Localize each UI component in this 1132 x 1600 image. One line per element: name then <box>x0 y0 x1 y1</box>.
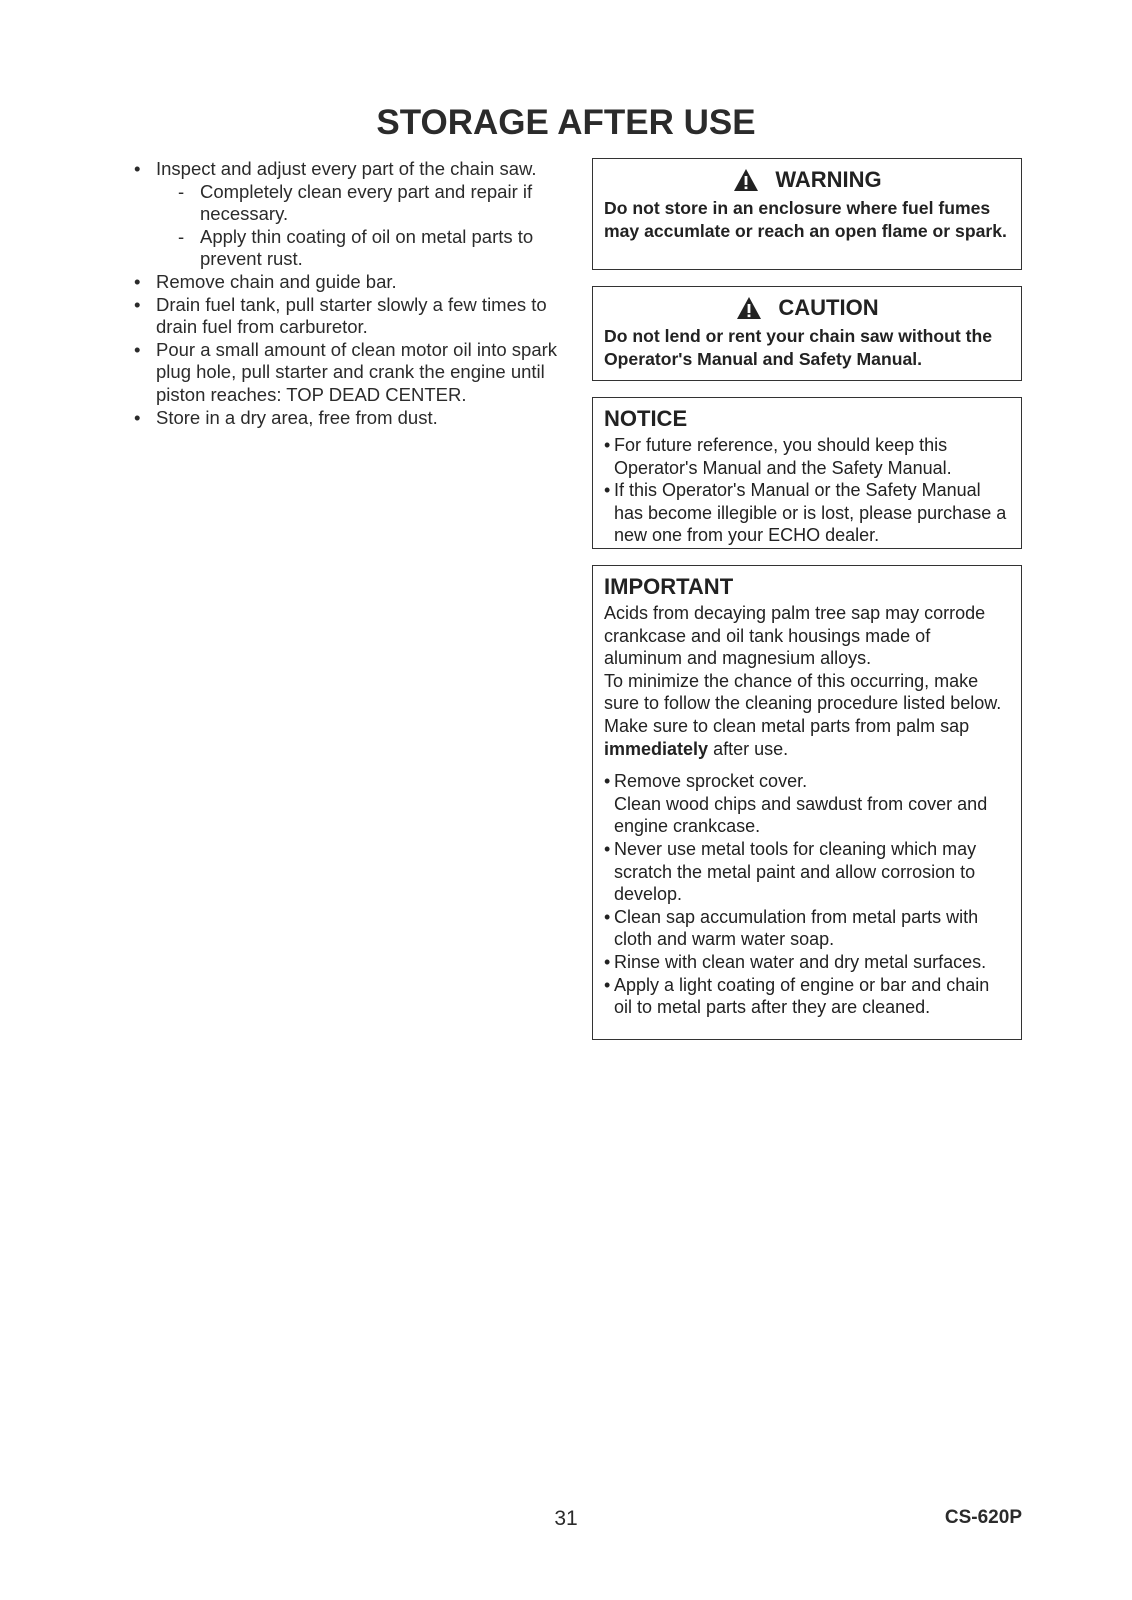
warning-text: Do not store in an enclosure where fuel fumes may accumlate or reach an open flame or spark. <box>604 198 1007 241</box>
page-title: STORAGE AFTER USE <box>376 103 756 142</box>
important-paragraph: To minimize the chance of this occurring, make sure to follow the cleaning procedure listed below. <box>604 670 1002 714</box>
caution-box <box>592 286 1022 381</box>
warning-triangle-icon <box>733 168 759 192</box>
warning-heading <box>604 165 1011 195</box>
important-paragraph: Acids from decaying palm tree sap may corrode crankcase and oil tank housings made of aluminum and magnesium alloys. <box>604 603 986 669</box>
storage-steps-list <box>134 158 574 429</box>
notice-heading: NOTICE <box>604 406 688 431</box>
caution-heading <box>604 293 1011 323</box>
model-number: CS-620P <box>944 1507 1022 1528</box>
sub-list-item: - Completely clean every part and repair if necessary. <box>156 181 574 226</box>
important-heading: IMPORTANT <box>604 574 734 599</box>
important-box <box>592 565 1022 1040</box>
notice-item: • If this Operator's Manual or the Safety Manual has become illegible or is lost, please purchase a new one from your ECHO dealer. <box>604 479 1011 547</box>
important-paragraph <box>604 715 1011 760</box>
cleaning-step-continuation: Clean wood chips and sawdust from cover and engine crankcase. <box>614 793 988 837</box>
cleaning-step: • Apply a light coating of engine or bar and chain oil to metal parts after they are cleaned. <box>604 974 1011 1019</box>
page-number: 31 <box>554 1507 578 1530</box>
notice-item: • For future reference, you should keep this Operator's Manual and the Safety Manual. <box>604 434 1011 479</box>
list-item: • Drain fuel tank, pull starter slowly a few times to drain fuel from carburetor. <box>134 294 574 339</box>
warning-triangle-icon <box>736 296 762 320</box>
list-item: • Store in a dry area, free from dust. <box>134 407 574 430</box>
list-item <box>134 158 574 271</box>
list-item-text: Inspect and adjust every part of the chain saw. <box>156 158 537 179</box>
cleaning-step: • Rinse with clean water and dry metal surfaces. <box>604 951 1011 974</box>
list-item: • Remove chain and guide bar. <box>134 271 574 294</box>
cleaning-step: • Never use metal tools for cleaning which may scratch the metal paint and allow corrosion to develop. <box>604 838 1011 906</box>
sub-list-item: - Apply thin coating of oil on metal parts to prevent rust. <box>156 226 574 271</box>
cleaning-step <box>604 770 1011 838</box>
important-text: Make sure to clean metal parts from palm sap <box>604 715 970 736</box>
warning-box <box>592 158 1022 270</box>
notice-box <box>592 397 1022 549</box>
list-item: • Pour a small amount of clean motor oil into spark plug hole, pull starter and crank the engine until piston reaches: TOP DEAD CENTER. <box>134 339 574 407</box>
cleaning-step-text: Remove sprocket cover. <box>614 771 808 792</box>
cleaning-step: • Clean sap accumulation from metal parts with cloth and warm water soap. <box>604 906 1011 951</box>
caution-heading-text: CAUTION <box>778 295 879 320</box>
important-text: after use. <box>713 738 789 759</box>
important-emphasis: immediately <box>604 738 709 759</box>
caution-text: Do not lend or rent your chain saw without the Operator's Manual and Safety Manual. <box>604 326 993 369</box>
warning-heading-text: WARNING <box>775 167 882 192</box>
